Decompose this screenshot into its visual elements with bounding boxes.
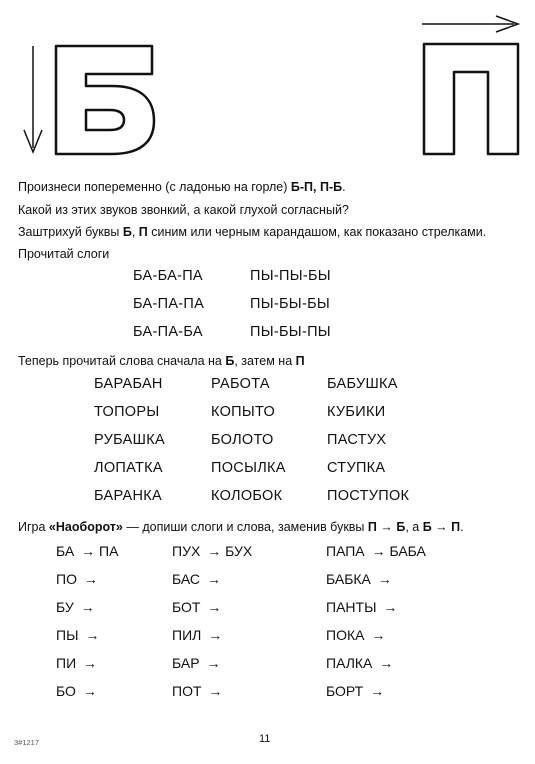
syllable: БА-ПА-ПА xyxy=(133,296,205,312)
word: БОЛОТО xyxy=(211,432,274,448)
game-item: БАБКА → xyxy=(326,571,392,587)
word: ПАСТУХ xyxy=(327,432,387,448)
instruction-line-4: Прочитай слоги xyxy=(18,247,110,261)
word: РАБОТА xyxy=(211,376,270,392)
game-item: ПАЛКА → xyxy=(326,655,394,671)
game-item: БОРТ → xyxy=(326,683,385,699)
game-item: ПО → xyxy=(56,571,98,587)
syllable: ПЫ-БЫ-БЫ xyxy=(250,296,331,312)
game-item: БО → xyxy=(56,683,97,699)
game-item: БА → ПА xyxy=(56,543,119,559)
game-item: ПОТ → xyxy=(172,683,223,699)
word: ЛОПАТКА xyxy=(94,460,163,476)
game-item: ПИ → xyxy=(56,655,98,671)
down-arrow-icon xyxy=(22,44,44,156)
word: КОПЫТО xyxy=(211,404,276,420)
syllable: ПЫ-ПЫ-БЫ xyxy=(250,268,331,284)
instruction-line-3: Заштрихуй буквы Б, П синим или черным карандашом, как показано стрелками. xyxy=(18,225,487,239)
game-item: ПОКА → xyxy=(326,627,386,643)
game-item: БАР → xyxy=(172,655,221,671)
game-item: БАС → xyxy=(172,571,221,587)
game-item: ПИЛ → xyxy=(172,627,223,643)
game-item: БОТ → xyxy=(172,599,222,615)
word: КОЛОБОК xyxy=(211,488,283,504)
instruction-line-1: Произнеси попеременно (с ладонью на горле) Б-П, П-Б. xyxy=(18,180,346,194)
word: РУБАШКА xyxy=(94,432,165,448)
letter-b-outline xyxy=(50,42,158,158)
word: БАРАНКА xyxy=(94,488,162,504)
game-item: ПУХ → БУХ xyxy=(172,543,253,559)
syllable: БА-БА-ПА xyxy=(133,268,203,284)
game-instruction: Игра «Наоборот» — допиши слоги и слова, заменив буквы П → Б, а Б → П. xyxy=(18,520,464,534)
game-item: ПАНТЫ → xyxy=(326,599,398,615)
syllable: БА-ПА-БА xyxy=(133,324,203,340)
word: БАРАБАН xyxy=(94,376,163,392)
word: СТУПКА xyxy=(327,460,386,476)
footer-code: 3#1217 xyxy=(14,738,40,747)
word: ПОСЫЛКА xyxy=(211,460,286,476)
letter-p-outline xyxy=(420,40,524,160)
game-item: БУ → xyxy=(56,599,95,615)
word: ПОСТУПОК xyxy=(327,488,410,504)
game-item: ПАПА → БАБА xyxy=(326,543,426,559)
game-item: ПЫ → xyxy=(56,627,100,643)
right-arrow-icon xyxy=(420,14,520,34)
words-instruction: Теперь прочитай слова сначала на Б, затем на П xyxy=(18,354,305,368)
word: ТОПОРЫ xyxy=(94,404,160,420)
instruction-line-2: Какой из этих звуков звонкий, а какой глухой согласный? xyxy=(18,203,349,217)
page-number: 11 xyxy=(259,733,271,745)
word: КУБИКИ xyxy=(327,404,386,420)
word: БАБУШКА xyxy=(327,376,398,392)
syllable: ПЫ-БЫ-ПЫ xyxy=(250,324,331,340)
